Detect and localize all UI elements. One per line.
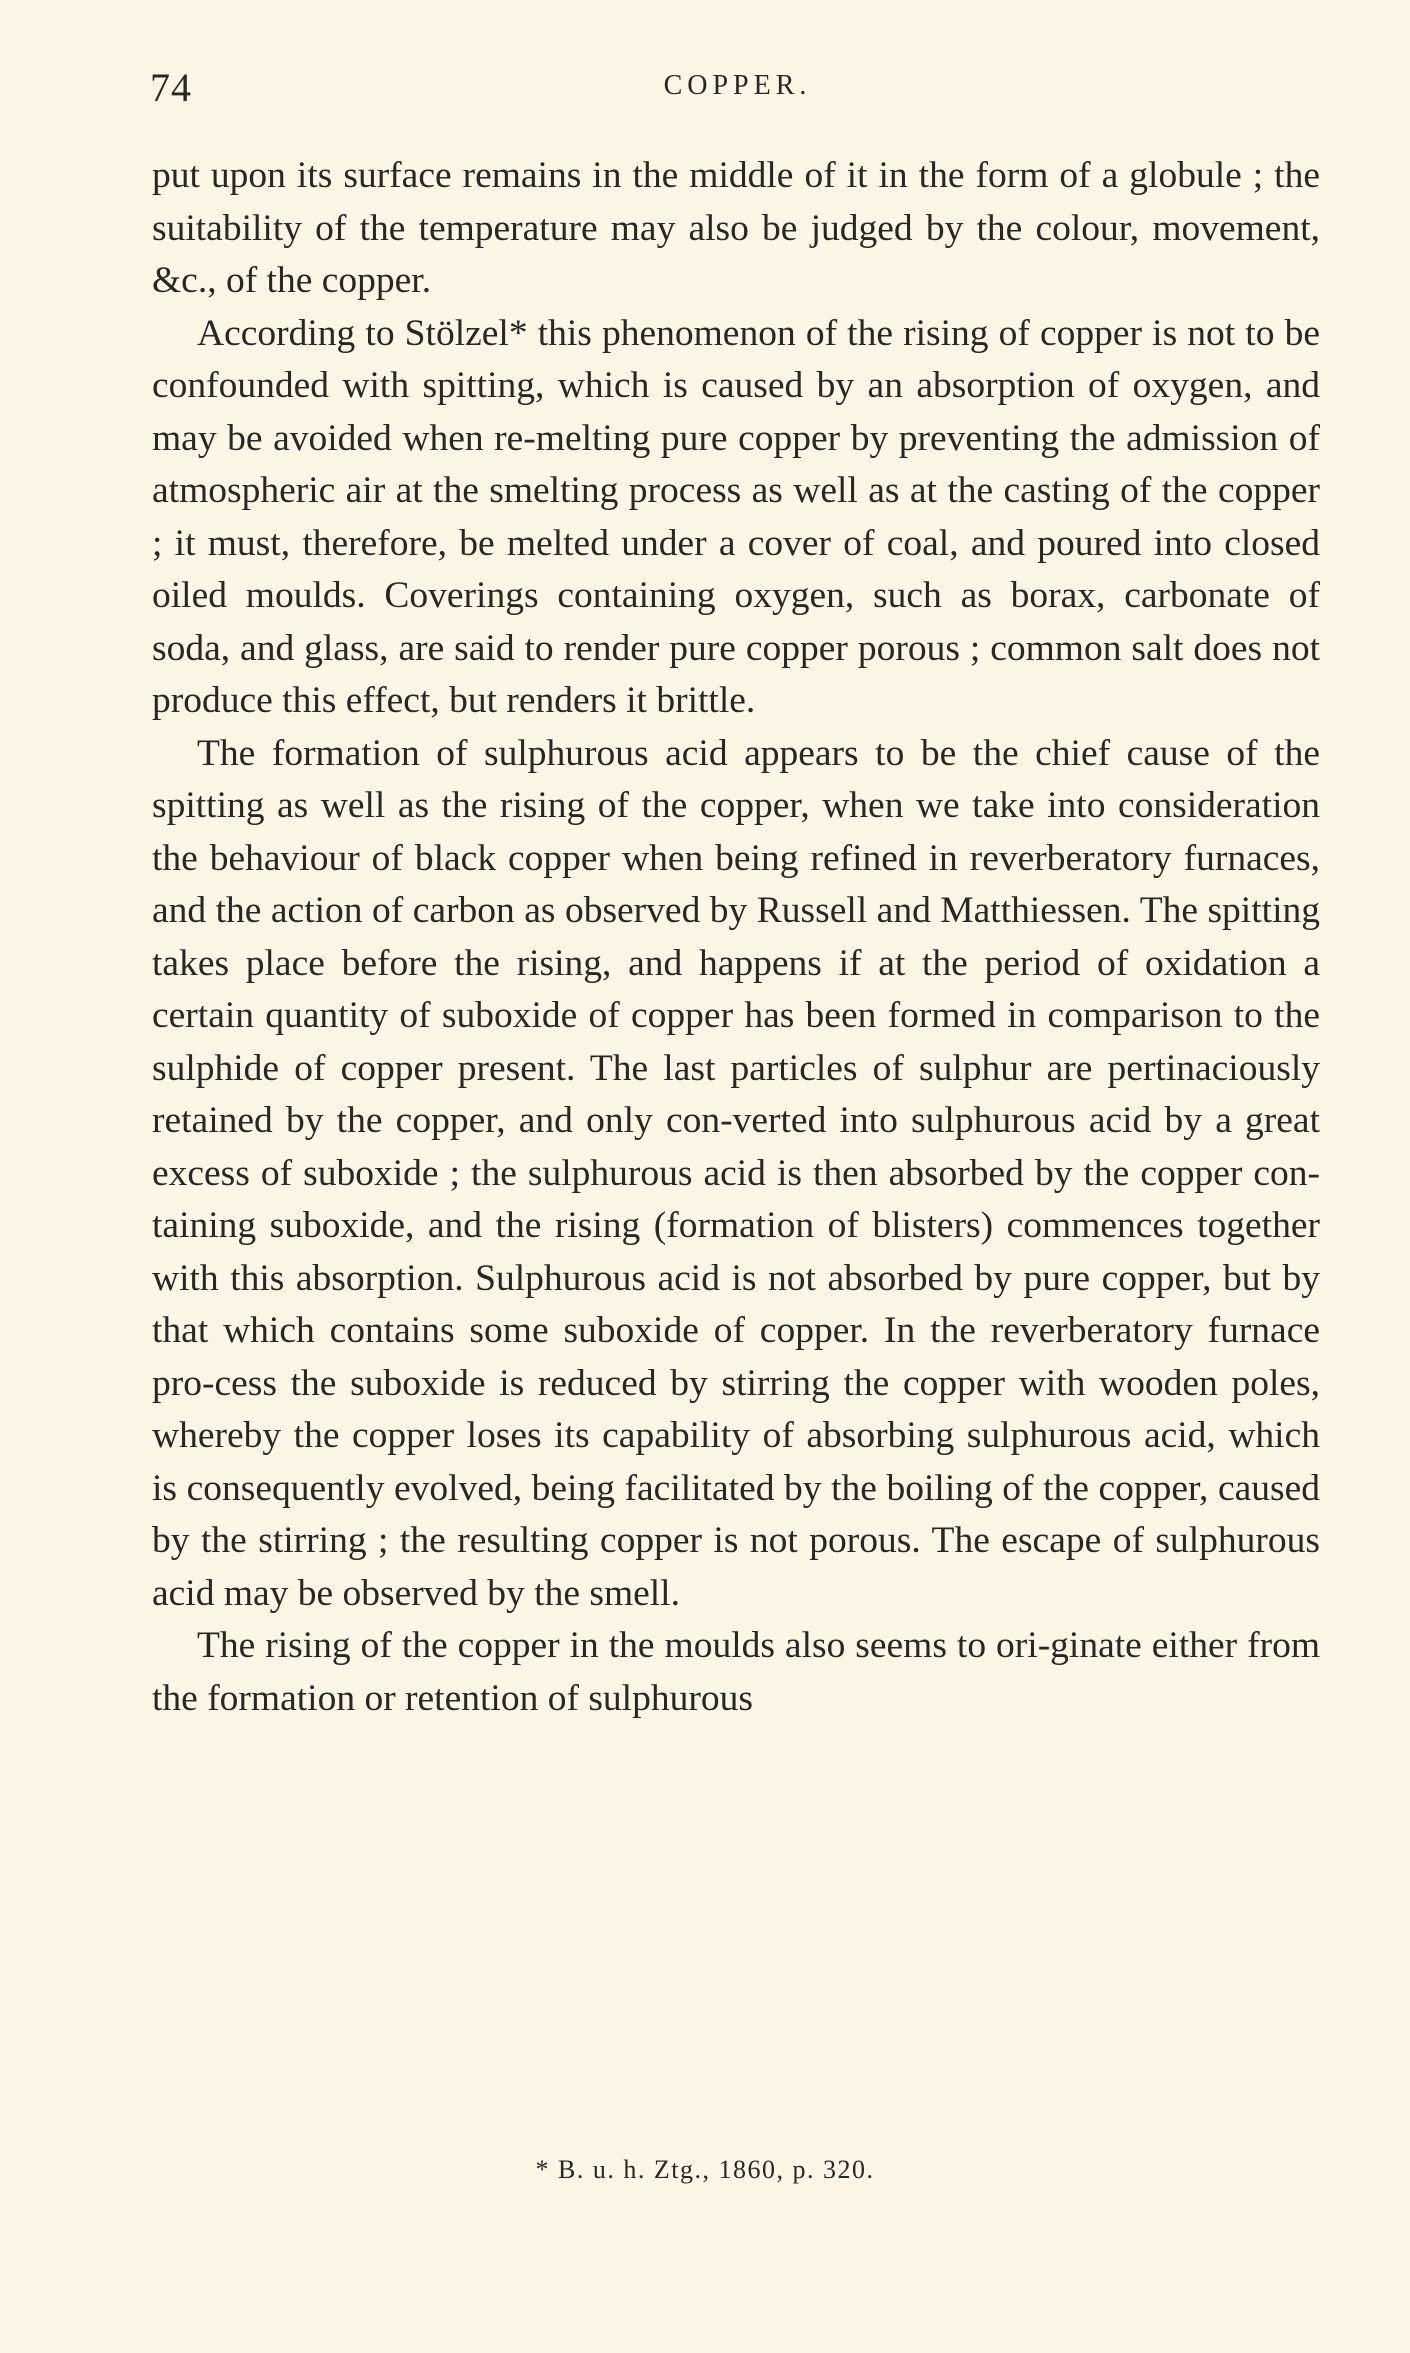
body-text: [152, 150, 1320, 1725]
paragraph-stolzel: According to Stölzel* this phenomenon of the rising of copper is not to be confounded with spitting, which is caused by an absorption of oxygen, and may be avoided when re-melting pure copper by preventing the admission of atmospheric air at the smelting process as well as at the casting of the copper ; it must, therefore, be melted under a cover of coal, and poured into closed oiled moulds. Coverings containing oxygen, such as borax, carbonate of soda, and glass, are said to render pure copper porous ; common salt does not produce this effect, but renders it brittle.: [152, 312, 1320, 721]
paragraph-continuation: put upon its surface remains in the middle of it in the form of a globule ; the suitability of the temperature may also be judged by the colour, movement, &c., of the copper.: [152, 155, 1320, 301]
running-title: COPPER.: [663, 70, 812, 101]
paragraph-sulphurous-acid: The formation of sulphurous acid appears to be the chief cause of the spitting as well as the rising of the copper, when we take into consideration the behaviour of black copper when being refined in reverberatory furnaces, and the action of carbon as observed by Russell and Matthiessen. The spitting takes place before the rising, and happens if at the period of oxidation a certain quantity of suboxide of copper has been formed in comparison to the sulphide of copper present. The last particles of sulphur are pertinaciously retained by the copper, and only con-verted into sulphurous acid by a great excess of suboxide ; the sulphurous acid is then absorbed by the copper con-taining suboxide, and the rising (formation of blisters) commences together with this absorption. Sulphurous acid is not absorbed by pure copper, but by that which contains some suboxide of copper. In the reverberatory furnace pro-cess the suboxide is reduced by stirring the copper with wooden poles, whereby the copper loses its capability of absorbing sulphurous acid, which is consequently evolved, being facilitated by the boiling of the copper, caused by the stirring ; the resulting copper is not porous. The escape of sulphurous acid may be observed by the smell.: [152, 732, 1320, 1614]
page-header: [150, 58, 1325, 118]
paragraph-moulds: The rising of the copper in the moulds also seems to ori-ginate either from the formation or retention of sulphurous: [152, 1625, 1320, 1719]
page-number: 74: [150, 65, 192, 110]
footnote: * B. u. h. Ztg., 1860, p. 320.: [535, 2155, 875, 2184]
